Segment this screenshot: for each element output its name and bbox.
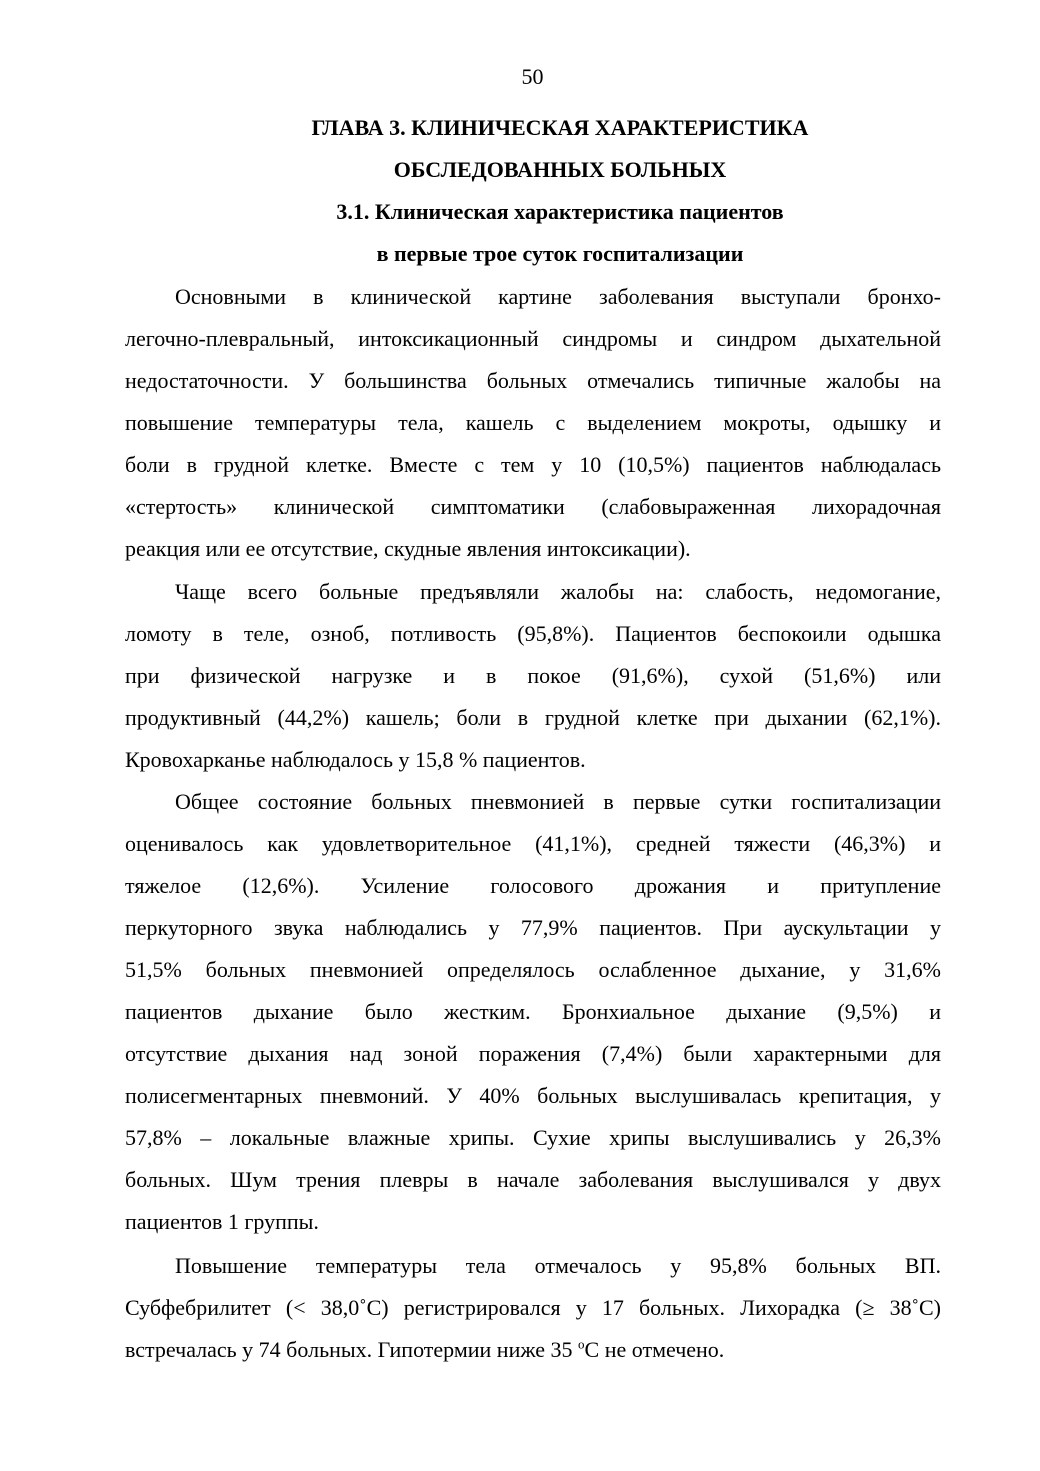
text-line: пациентов 1 группы. [125,1209,319,1234]
text-line: 57,8% – локальные влажные хрипы. Сухие хрипы выслушивались у 26,3% [125,1125,941,1150]
degree-superscript: о [578,1336,585,1352]
text-line: «стертость» клинической симптоматики (слабовыраженная лихорадочная [125,494,941,519]
text-line: Кровохарканье наблюдалось у 15,8 % пациентов. [125,747,586,772]
paragraph-clinical-picture [125,276,941,570]
text-line: Чаще всего больные предъявляли жалобы на: слабость, недомогание, [175,579,941,604]
text-fragment: встречалась у 74 больных. Гипотермии ниже 35 [125,1337,579,1362]
chapter-title-line-1: ГЛАВА 3. КЛИНИЧЕСКАЯ ХАРАКТЕРИСТИКА [311,115,809,140]
text-line: оценивалось как удовлетворительное (41,1%), средней тяжести (46,3%) и [125,831,941,856]
text-line: отсутствие дыхания над зоной поражения (7,4%) были характерными для [125,1041,941,1066]
text-line: полисегментарных пневмоний. У 40% больных выслушивалась крепитация, у [125,1083,941,1108]
chapter-title-line-2: ОБСЛЕДОВАННЫХ БОЛЬНЫХ [393,157,727,182]
text-line: тяжелое (12,6%). Усиление голосового дрожания и притупление [125,873,941,898]
text-line: легочно-плевральный, интоксикационный синдромы и синдром дыхательной [125,326,941,351]
text-line: недостаточности. У большинства больных отмечались типичные жалобы на [125,368,941,393]
text-line: боли в грудной клетке. Вместе с тем у 10 (10,5%) пациентов наблюдалась [125,452,941,477]
page-number: 50 [521,64,544,89]
section-title-line-1: 3.1. Клиническая характеристика пациентов [336,199,784,224]
text-line: больных. Шум трения плевры в начале заболевания выслушивался у двух [125,1167,941,1192]
text-line: перкуторного звука наблюдались у 77,9% пациентов. При аускультации у [125,915,941,940]
paragraph-complaints [125,571,941,781]
text-line: повышение температуры тела, кашель с выделением мокроты, одышку и [125,410,941,435]
text-line: Основными в клинической картине заболевания выступали бронхо- [175,284,941,309]
text-fragment: С не отмечено. [584,1337,725,1362]
section-title-line-2: в первые трое суток госпитализации [376,241,744,266]
paragraph-temperature [125,1245,941,1371]
text-line: Общее состояние больных пневмонией в первые сутки госпитализации [175,789,941,814]
text-line: пациентов дыхание было жестким. Бронхиальное дыхание (9,5%) и [125,999,941,1024]
text-line: 51,5% больных пневмонией определялось ослабленное дыхание, у 31,6% [125,957,941,982]
text-line: Повышение температуры тела отмечалось у 95,8% больных ВП. [175,1253,941,1278]
text-line: продуктивный (44,2%) кашель; боли в грудной клетке при дыхании (62,1%). [125,705,941,730]
text-line: реакция или ее отсутствие, скудные явления интоксикации). [125,536,691,561]
text-line: при физической нагрузке и в покое (91,6%), сухой (51,6%) или [125,663,941,688]
text-line-with-superscript [125,1329,941,1371]
text-line: ломоту в теле, озноб, потливость (95,8%). Пациентов беспокоили одышка [125,621,941,646]
text-line: Субфебрилитет (< 38,0˚С) регистрировался у 17 больных. Лихорадка (≥ 38˚С) [125,1295,941,1320]
paragraph-general-condition [125,781,941,1243]
